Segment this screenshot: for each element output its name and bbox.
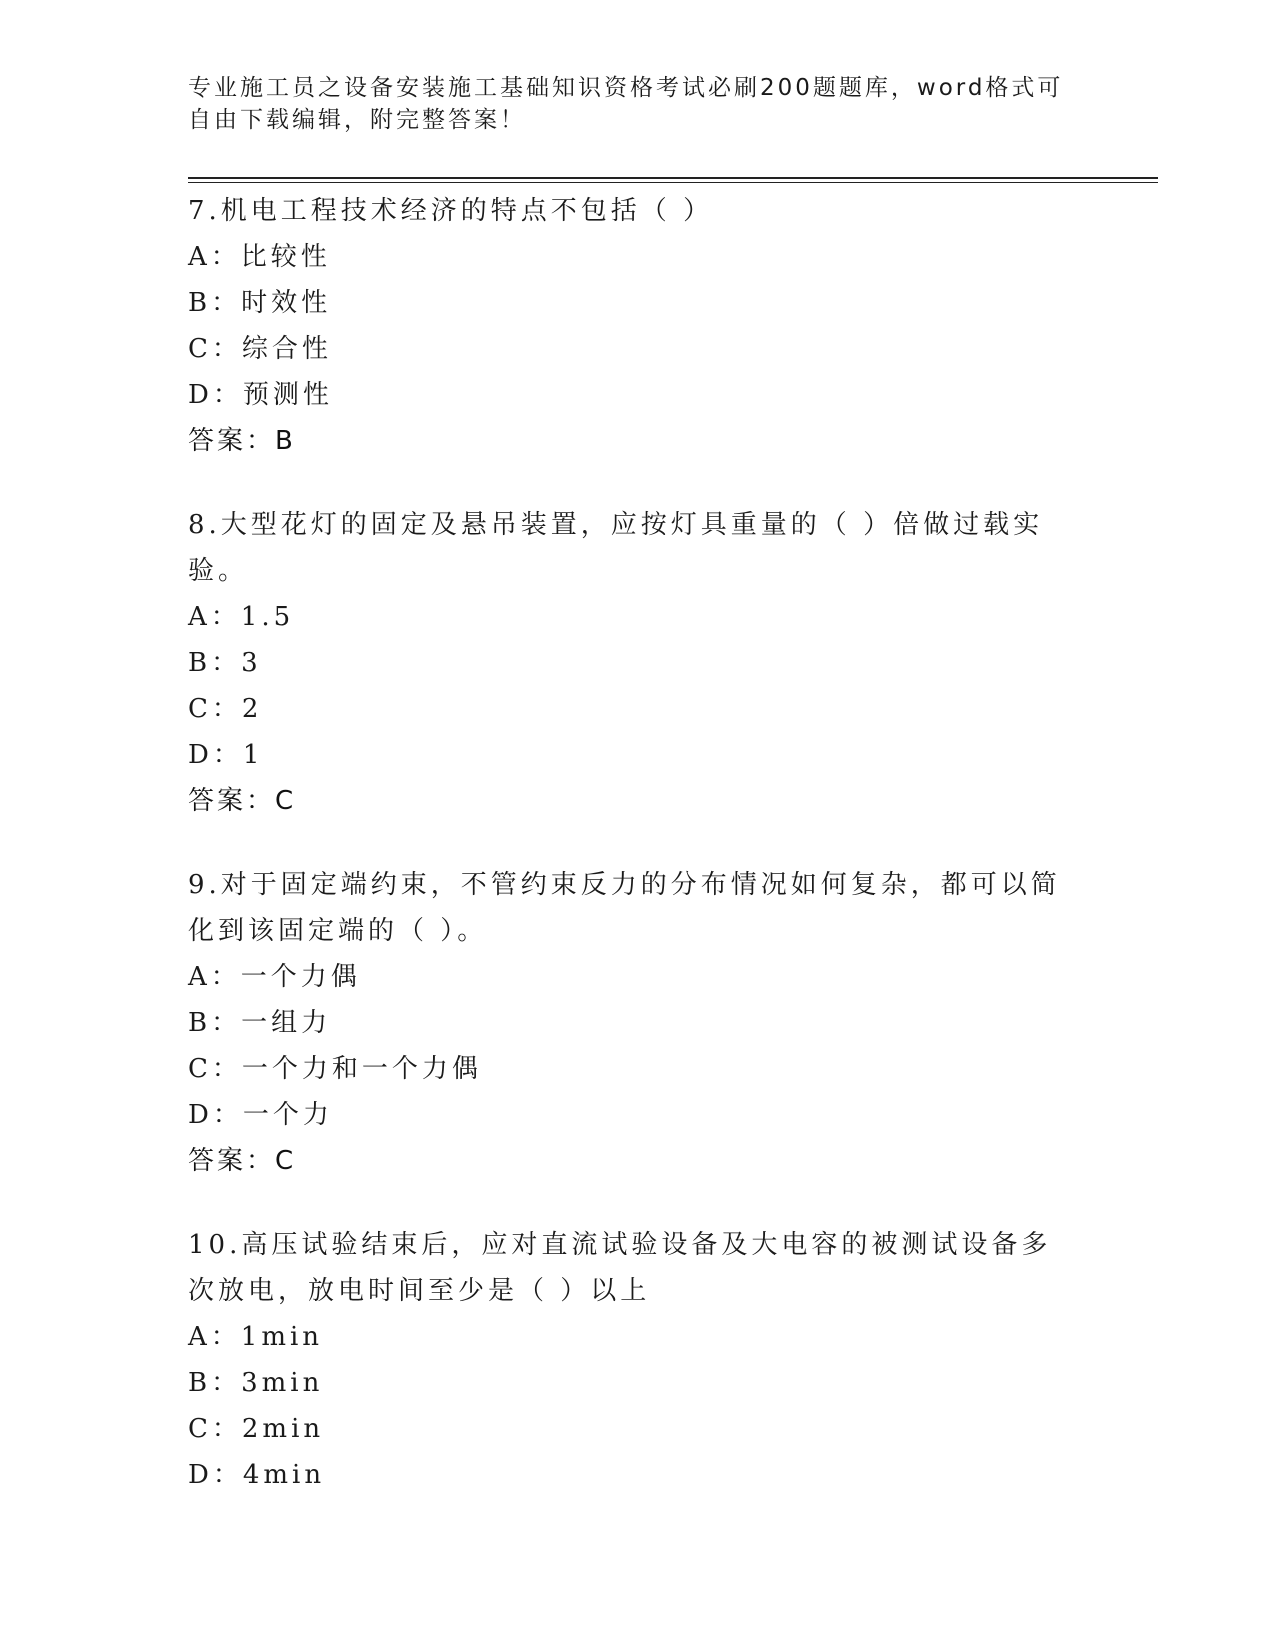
document-header: 专业施工员之设备安装施工基础知识资格考试必刷200题题库，word格式可自由下载编辑，附完整答案！ bbox=[188, 75, 1064, 133]
option-b: B：3min bbox=[188, 1368, 324, 1398]
question-8 bbox=[188, 502, 1088, 824]
question-spacer bbox=[188, 464, 1088, 502]
option-d: D：一个力 bbox=[188, 1100, 333, 1130]
option-a: A：1.5 bbox=[188, 602, 295, 632]
question-9 bbox=[188, 862, 1088, 1184]
option-a: A：一个力偶 bbox=[188, 962, 361, 992]
question-stem: 8.大型花灯的固定及悬吊装置，应按灯具重量的（ ）倍做过载实验。 bbox=[188, 510, 1044, 586]
answer-line: 答案：C bbox=[188, 786, 297, 816]
question-7 bbox=[188, 188, 1088, 464]
question-spacer bbox=[188, 824, 1088, 862]
option-c: C：综合性 bbox=[188, 334, 332, 364]
option-c: C：2 bbox=[188, 694, 263, 724]
option-d: D：1 bbox=[188, 740, 264, 770]
option-a: A：比较性 bbox=[188, 242, 331, 272]
question-list bbox=[188, 188, 1088, 1498]
question-stem: 9.对于固定端约束，不管约束反力的分布情况如何复杂，都可以简化到该固定端的（ ）。 bbox=[188, 870, 1061, 946]
option-d: D：4min bbox=[188, 1460, 326, 1490]
option-c: C：一个力和一个力偶 bbox=[188, 1054, 482, 1084]
header-divider-thick bbox=[188, 177, 1158, 179]
option-b: B：时效性 bbox=[188, 288, 332, 318]
option-a: A：1min bbox=[188, 1322, 324, 1352]
question-10 bbox=[188, 1222, 1088, 1498]
question-stem: 7.机电工程技术经济的特点不包括（ ） bbox=[188, 196, 714, 226]
question-stem: 10.高压试验结束后，应对直流试验设备及大电容的被测试设备多次放电，放电时间至少是（ ）以上 bbox=[188, 1230, 1052, 1306]
option-b: B：一组力 bbox=[188, 1008, 332, 1038]
header-divider-thin bbox=[188, 182, 1158, 183]
answer-line: 答案：C bbox=[188, 1146, 297, 1176]
question-spacer bbox=[188, 1184, 1088, 1222]
option-c: C：2min bbox=[188, 1414, 325, 1444]
option-d: D：预测性 bbox=[188, 380, 333, 410]
option-b: B：3 bbox=[188, 648, 262, 678]
answer-line: 答案：B bbox=[188, 426, 296, 456]
